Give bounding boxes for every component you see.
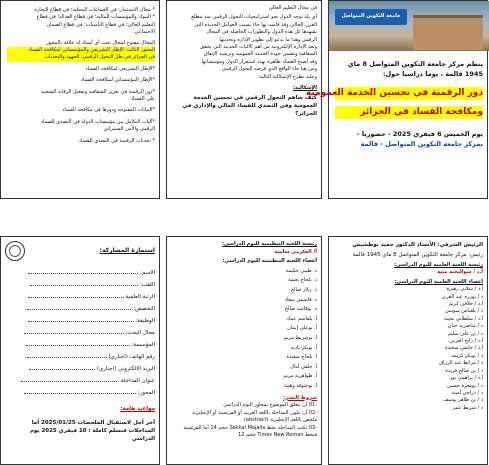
- organizing-member: أ. بوعلي إيمان: [287, 325, 317, 332]
- scientific-member: أ.د / خليفي سعيدة: [445, 345, 483, 352]
- honorary-president: الرئيس الشرفي: الأستاذ الدكتور حميد بوطشيش: [352, 242, 483, 248]
- argument-line: الشفافية وتضمن جودة الخدمة العمومية وترشيد الإنفاق: [203, 51, 317, 58]
- deadline-line: المداخلات فتسلم كاملة : 10 فيفري 2025 يوم: [29, 428, 155, 434]
- organizing-member: د. بلحاج نعيمة: [288, 277, 317, 284]
- argument-line: تشهدها كل هذه الدول والتطورات الحاصلة في المجال: [206, 29, 317, 36]
- banner-text: جامعة التكوين المتواصل: [341, 13, 401, 19]
- form-field-line: [30, 285, 138, 286]
- organizing-member: د. بوقاسة صالح: [284, 306, 317, 313]
- scientific-member: د / مرابط عبد الرزاق: [439, 360, 483, 367]
- organizing-block: [173, 241, 317, 440]
- form-field[interactable]: [7, 375, 155, 387]
- study-day-title: ومكافحة الفساد في الجزائر: [335, 106, 483, 119]
- publishing-rule: -01 أن يتعلق الموضوع بمحاور اليوم الدراسي: [223, 402, 317, 409]
- brochure-panel-argument: [166, 0, 322, 199]
- scientific-member: د / بوزرة عبد العزيز: [441, 293, 483, 300]
- scientific-member: د / بلعباس سوسن: [444, 308, 483, 315]
- organizing-member: أ. بوشريط مريم: [283, 334, 317, 341]
- argument-text-block: [173, 5, 317, 118]
- deadlines-block: [7, 405, 155, 443]
- scientific-block: [335, 241, 483, 412]
- argument-line: ومن هنا جاء الواقع الذي فرضه التحول الرقمي: [221, 66, 317, 73]
- axes-line: *دور الرقمنة في تعزيز الشفافية وتفعيل الرقابة الشعبية: [40, 88, 155, 95]
- argument-line: في مجال التعليم العالي: [268, 5, 317, 11]
- form-field-line: [28, 321, 134, 322]
- form-field[interactable]: [7, 351, 155, 363]
- argument-line: وتعد الإدارة الإلكترونية من أهم الآليات الحديثة التي تحقق: [200, 44, 317, 51]
- organizing-member: أ. بلحاج سعيدة: [286, 354, 317, 361]
- brochure-panel-organizing: [166, 236, 322, 465]
- deadlines-heading: مواعيد هامة:: [120, 406, 155, 412]
- publishing-rule: -02 أن تكون المداخلة باللغة العربية أو الفرنسية أو الإنجليزية: [192, 409, 317, 416]
- form-field-line: [29, 369, 95, 370]
- organizing-member: أ. خلفي أمال: [290, 363, 317, 370]
- axes-line: * مجال الاستثمار: في الجماعات المحلية؛ في قطاع التجارة: [34, 7, 155, 13]
- argument-line: وعليه نطرح الإشكالية التالية:: [257, 73, 317, 80]
- scientific-member: د / بن علي سليم: [448, 330, 483, 337]
- organizing-member: د. قاسمي سعاد: [284, 296, 317, 303]
- axes-line: الاجتماعي.: [133, 29, 155, 36]
- scientific-member: د / شريط عمر: [452, 404, 483, 411]
- form-field-label: رقم الهاتف (اجباري): [108, 354, 155, 360]
- scientific-chair-heading: رئيسة اللجنة العلمية لليوم الدراسي:: [394, 262, 483, 268]
- axes-line: *الإطار التشريعي لمكافحة الفساد: [85, 65, 155, 72]
- argument-line: القرن الحالي وقد قامت بها جاء بسبب العوامل الجديدة التي: [194, 21, 317, 28]
- axis-three-subtitle: في الجزائر في ظل التحول الرقمي: الجهود والتحديات: [7, 54, 155, 61]
- scientific-member: د / بوبكر كريمة: [451, 352, 483, 359]
- form-field[interactable]: [7, 339, 155, 351]
- brochure-panel-scientific: [328, 236, 488, 465]
- scientific-member: أ.د / خلافي كريم: [448, 301, 483, 308]
- deadline-line: الدراسي: [131, 436, 155, 442]
- organizing-member: د. زكار صالح: [290, 286, 317, 293]
- axes-line: على الفساد: [130, 96, 155, 103]
- scientific-member: د / بن صالح فريدة: [445, 367, 483, 374]
- deadline-line: آخر أجل لاستقبال الملخصات 2025/01/25 أما: [31, 420, 155, 426]
- scientific-member: أ.د / براهمي نور: [449, 375, 483, 382]
- argument-line: الرقمي وهذا ما يدعو إلى تطوير الإدارة وتحديثها: [219, 36, 317, 43]
- axes-line: *الإطار المؤسساتي لمكافحة الفساد: [80, 77, 155, 84]
- form-field-label: مجال البحث:: [125, 330, 155, 336]
- form-field-line: [24, 393, 136, 394]
- form-heading: استمارة المشاركة:: [99, 247, 155, 254]
- form-field-label: التخصص:: [133, 306, 155, 312]
- form-field-label: المحور:: [137, 390, 155, 396]
- form-field-label: المؤسسة:: [131, 342, 155, 348]
- organizing-member: أ. بلقاسم عماد: [286, 315, 317, 322]
- form-field-label: الوظيفة:: [135, 318, 155, 324]
- scientific-member: د / مناصرية حنان: [447, 323, 483, 330]
- event-date: يوم الخميس 6 فيفري 2025 - حضوريا -: [356, 130, 483, 138]
- brochure-panel-form: [0, 236, 160, 465]
- form-field[interactable]: [7, 291, 155, 303]
- organizing-member: د. طيبي حكيمة: [285, 267, 317, 274]
- form-field-line: [28, 273, 138, 274]
- brochure-panel-axes: [0, 0, 160, 199]
- problem-heading: الإشكالية:: [292, 85, 317, 92]
- scientific-member: د / بومعزة حسين: [447, 382, 483, 389]
- form-field-label: اللقب:: [139, 282, 155, 288]
- university-header-image: [329, 1, 489, 51]
- form-field[interactable]: [7, 327, 155, 339]
- form-field-line: [21, 381, 117, 382]
- form-field-label: عنوان المداخلة:: [119, 378, 155, 384]
- form-field-label: الرتبة العلمية: [125, 294, 155, 300]
- scientific-chair-name: أ.د / شواليخية منية: [437, 269, 483, 276]
- organizing-member: أ. بوخنوفة وهيبة: [283, 382, 317, 389]
- event-place: بمركز جامعة التكوين المتواصل - قالمة: [360, 140, 483, 148]
- building-shape: [413, 15, 483, 50]
- problem-question: كيف ساهم التحول الرقمي في تحسين الخدمة العمومية وفي التصدي للفساد المالي والإداري في الجزائر؟: [182, 95, 317, 118]
- form-field[interactable]: [7, 267, 155, 279]
- event-president: رئيس: مركز جامعة التكوين المتواصل 8 ماي 1945 قالمة: [352, 252, 483, 258]
- form-field[interactable]: [7, 363, 155, 375]
- axes-line: *البيانات المفتوحة ودورها في مكافحة الفساد: [62, 107, 155, 114]
- form-field[interactable]: [7, 387, 155, 399]
- organizing-chair-name: أ/ العكرمي سامية: [274, 248, 317, 255]
- argument-line: أي بلد توجه الدول نحو استراتيجيات التحول الرقمي منذ مطلع: [191, 14, 317, 21]
- axes-line: التعليم العالي؛ في قطاع التأمينات؛ في قطاع الضمان: [46, 21, 155, 28]
- brochure-panel-cover: [305, 0, 488, 199]
- study-day-title: دور الرقمنة في تحسين الخدمة العمومية: [305, 88, 483, 98]
- form-field[interactable]: [7, 315, 155, 327]
- organizing-member: أ. طواهرية مريم: [283, 373, 317, 380]
- scientific-members-heading: أعضاء اللجنة العلمية لليوم الدراسي:: [394, 278, 483, 285]
- publishing-rule: ملخص باللغة الإنجليزية (abstract): [243, 417, 317, 424]
- form-field-line: [28, 297, 124, 298]
- publishing-rule: -03 تكتب المداخلة بخط Sakkal Majalla حجم 14 أما الفرنسية: [183, 424, 317, 431]
- axes-line: * البنوك والمؤسسات المالية؛ في قطاع العدالة؛ في قطاع: [36, 14, 155, 21]
- axes-line: الرقمي والأمن السيبراني: [103, 126, 155, 133]
- organizing-members-heading: أعضاء اللجنة التنظيمية لليوم الدراسي:: [222, 258, 317, 265]
- scientific-member: أ.د / رابح العربي: [449, 338, 483, 345]
- axes-text-block: [7, 7, 155, 145]
- organizing-member: أ. بوبكر نادية: [290, 344, 317, 351]
- form-field-label: البريد الالكتروني (اجباري): [96, 366, 155, 372]
- axes-line: * تحديات الرقمنة في التصدي للفساد: [78, 137, 155, 144]
- scientific-member: د / دراجي أمينة: [451, 389, 483, 396]
- axes-line: المجال مفتوح لمجال بحث أي أستاذ له علاقة بالمحور: [46, 39, 155, 46]
- argument-line: وقد أصبح الفساد ظاهرة تهدد استقرار الدول ومؤسساتها: [201, 58, 317, 65]
- form-field-line: [27, 357, 107, 358]
- axis-three-title: المحور الثالث: الإطار التشريعي والمؤسساتي لمكافحة الفساد: [7, 47, 155, 54]
- scientific-member: د / بن طاهر يوسف: [443, 397, 483, 404]
- scientific-member: أ.د / شلابي زهيرة: [446, 286, 483, 293]
- logo-inner-ring: [9, 245, 21, 257]
- axes-line: *آليات التكامل بين مؤسسات الدولة في التصدي للفساد: [40, 118, 155, 125]
- form-field-line: [26, 345, 130, 346]
- intro-line: 1945 قالمة ، يوما دراسيا حول:: [382, 70, 483, 78]
- organizing-chair-heading: رئيسة اللجنة التنظيمية لليوم الدراسي:: [221, 241, 317, 247]
- form-field[interactable]: [7, 303, 155, 315]
- form-field-label: الاسم:: [140, 270, 155, 276]
- form-fields: [7, 267, 155, 399]
- form-field-line: [27, 309, 131, 310]
- scientific-member: أ.د / سلطاني نجيبة: [443, 315, 483, 322]
- cover-text-block: [305, 59, 483, 149]
- publishing-rule: فبخط Times New Roman حجم 12: [237, 432, 317, 439]
- form-field[interactable]: [7, 279, 155, 291]
- publishing-rules-heading: شروط النشر:: [283, 394, 317, 401]
- form-field-line: [24, 333, 124, 334]
- intro-line: ينظم مركز جامعة التكوين المتواصل 8 ماي: [347, 60, 483, 68]
